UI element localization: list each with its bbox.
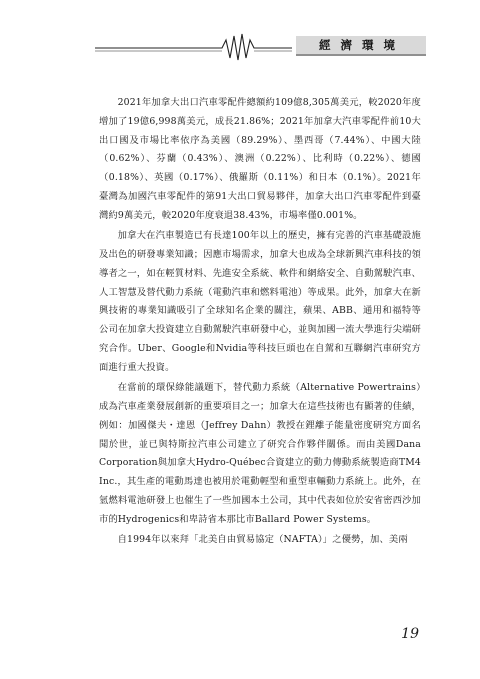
article-body	[99, 94, 421, 552]
paragraph: 2021年加拿大出口汽車零配件總額約109億8,305萬美元，較2020年度增加了19億6,998萬美元，成長21.86%；2021年加拿大汽車零配件前10大出口國及市場比率依序為美國（89.29%）、墨西哥（7.44%）、中國大陸（0.62%）、芬蘭（0.43%）、澳洲（0.22%）、比利時（0.22%）、德國（0.18%）、英國（0.17%）、俄羅斯（0.11%）和日本（0.1%）。2021年臺灣為加國汽車零配件的第91大出口貿易夥伴，加拿大出口汽車零配件到臺灣約9萬美元，較2020年度衰退38.43%，市場率僅0.001%。	[99, 97, 421, 221]
section-label: 經濟環境	[319, 38, 405, 52]
paragraph: 加拿大在汽車製造已有長達100年以上的歷史，擁有完善的汽車基礎設施及出色的研發專業知識；因應市場需求，加拿大也成為全球新興汽車科技的領導者之一，如在輕質材料、先進安全系統、軟件和網絡安全、自動駕駛汽車、人工智慧及替代動力系統（電動汽車和燃料電池）等成果。此外，加拿大在新興技術的專業知識吸引了全球知名企業的關注，蘋果、ABB、通用和福特等公司在加拿大投資建立自動駕駛汽車研發中心，並與加國一流大學進行尖端研究合作。Uber、Google和Nvidia等科技巨頭也在自駕和互聯網汽車研究方面進行重大投資。	[99, 230, 421, 373]
paragraph: 自1994年以來拜「北美自由貿易協定（NAFTA）」之優勢，加、美兩	[117, 534, 408, 546]
page-header	[0, 0, 480, 80]
paragraph: 在當前的環保綠能議題下，替代動力系統（Alternative Powertrains）成為汽車產業發展創新的重要項目之一；加拿大在這些技術也有顯著的佳績，例如：加國傑夫・達恩（Jeffrey Dahn）教授在鋰離子能量密度研究方面名聞於世，並已與特斯拉汽車公司建立了研究合作夥伴關係。而由美國Dana Corporation與加拿大Hydro-Québec合資建立的動力傳動系統製造商TM4 Inc.，其生產的電動馬達也被用於電動輕型和重型車輛動力系統上。此外，在氫燃料電池研發上也催生了一些加國本土公司，其中代表如位於安省密西沙加市的Hydrogenics和卑詩省本那比市Ballard Power Systems。	[99, 382, 421, 525]
page-number: 19	[401, 626, 419, 642]
